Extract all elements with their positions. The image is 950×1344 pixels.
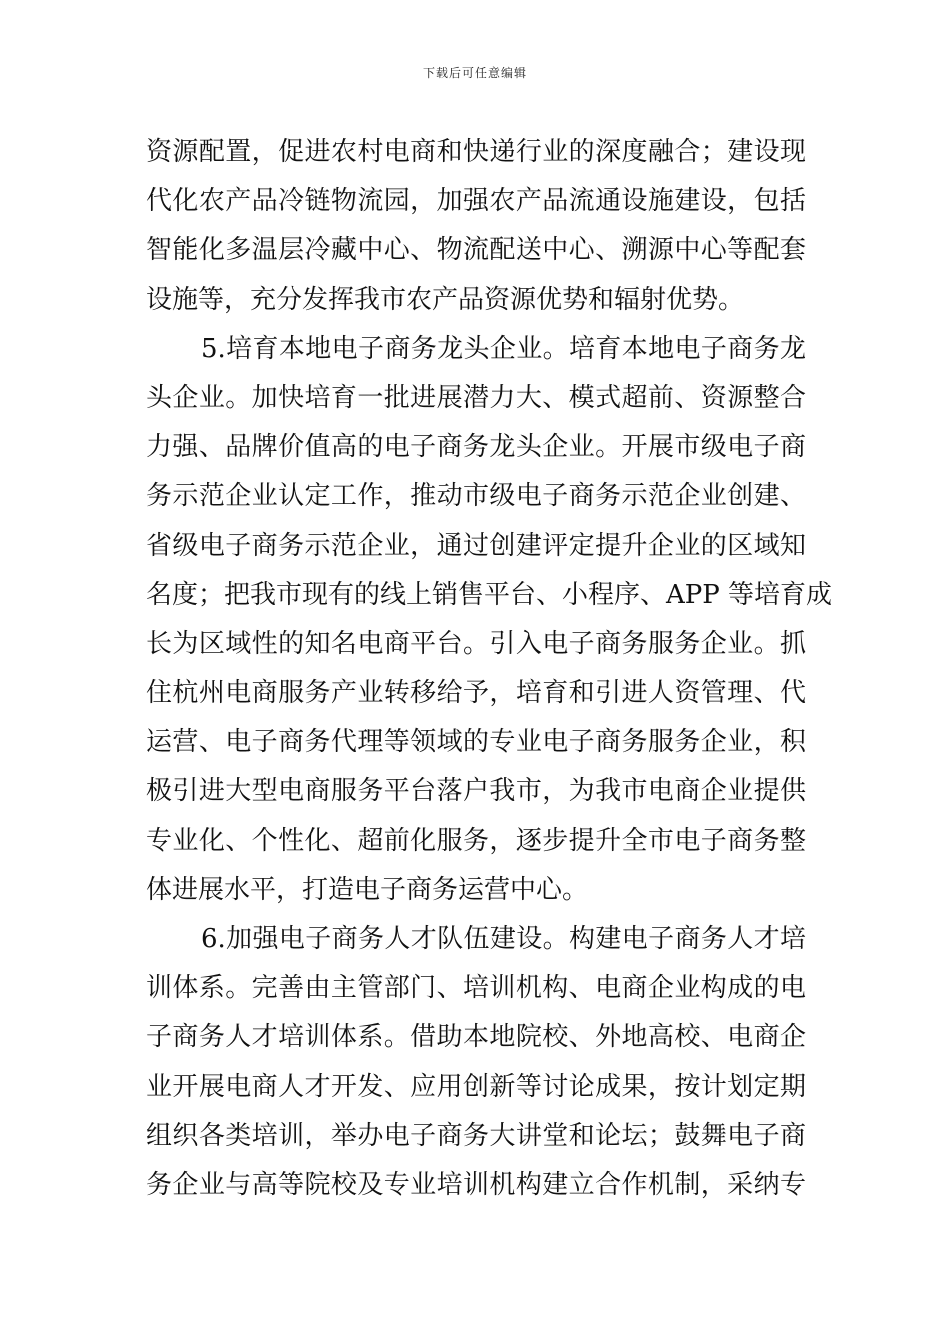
text-line: 名度；把我市现有的线上销售平台、小程序、APP 等培育成 bbox=[146, 579, 833, 610]
page-header: 下载后可任意编辑 bbox=[422, 66, 527, 80]
text-line: 代化农产品冷链物流园，加强农产品流通设施建设，包括 bbox=[146, 186, 806, 217]
text-line: 子商务人才培训体系。借助本地院校、外地高校、电商企 bbox=[146, 1022, 806, 1053]
text-line: 头企业。加快培育一批进展潜力大、模式超前、资源整合 bbox=[146, 382, 806, 413]
text-line: 务企业与高等院校及专业培训机构建立合作机制，采纳专 bbox=[146, 1169, 806, 1200]
text-line: 组织各类培训，举办电子商务大讲堂和论坛；鼓舞电子商 bbox=[146, 1120, 806, 1151]
text-line: 长为区域性的知名电商平台。引入电子商务服务企业。抓 bbox=[146, 628, 806, 659]
text-line: 务示范企业认定工作，推动市级电子商务示范企业创建、 bbox=[146, 481, 806, 512]
text-line: 业开展电商人才开发、应用创新等讨论成果，按计划定期 bbox=[146, 1071, 806, 1102]
text-line: 资源配置，促进农村电商和快递行业的深度融合；建设现 bbox=[146, 137, 806, 167]
text-line: 5.培育本地电子商务龙头企业。培育本地电子商务龙 bbox=[201, 333, 806, 364]
text-line: 设施等，充分发挥我市农产品资源优势和辐射优势。 bbox=[146, 284, 745, 315]
document-body bbox=[146, 128, 833, 1210]
text-line: 智能化多温层冷藏中心、物流配送中心、溯源中心等配套 bbox=[146, 235, 806, 266]
text-line: 6.加强电子商务人才队伍建设。构建电子商务人才培 bbox=[201, 924, 806, 954]
text-line: 专业化、个性化、超前化服务，逐步提升全市电子商务整 bbox=[146, 825, 806, 856]
text-line: 极引进大型电商服务平台落户我市，为我市电商企业提供 bbox=[146, 776, 806, 807]
text-line: 力强、品牌价值高的电子商务龙头企业。开展市级电子商 bbox=[146, 432, 806, 463]
text-line: 训体系。完善由主管部门、培训机构、电商企业构成的电 bbox=[146, 973, 806, 1004]
text-line: 住杭州电商服务产业转移给予，培育和引进人资管理、代 bbox=[146, 678, 806, 709]
text-line: 体进展水平，打造电子商务运营中心。 bbox=[146, 874, 589, 905]
text-line: 省级电子商务示范企业，通过创建评定提升企业的区域知 bbox=[146, 530, 806, 561]
text-line: 运营、电子商务代理等领域的专业电子商务服务企业，积 bbox=[146, 727, 806, 758]
